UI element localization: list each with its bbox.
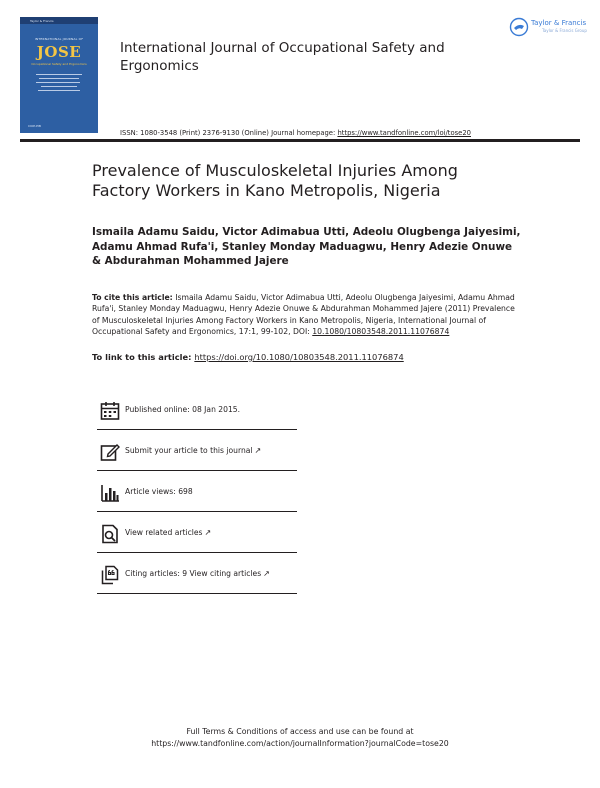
bar-chart-icon — [100, 483, 120, 503]
footer-terms-link[interactable]: https://www.tandfonline.com/action/journalInformation?journalCode=tose20 — [151, 739, 449, 748]
article-link-line — [92, 352, 532, 362]
article-views-text: Article views: 698 — [125, 487, 193, 496]
cover-text-line — [38, 90, 80, 91]
cover-journal-word: JOSE — [36, 43, 82, 61]
publisher-subname: Taylor & Francis Group — [542, 28, 587, 33]
citing-articles-text: Citing articles: 9 View citing articles — [125, 569, 262, 578]
cover-text-line — [39, 78, 79, 79]
citing-articles-row[interactable] — [97, 557, 297, 594]
cite-doi-link[interactable]: 10.1080/10803548.2011.11076874 — [312, 326, 450, 336]
submit-article-link[interactable] — [125, 446, 261, 455]
cover-publisher-text: Taylor & Francis — [30, 19, 54, 23]
cover-journal-name: INTERNATIONAL JOURNAL OF — [34, 37, 84, 41]
article-doi-link[interactable]: https://doi.org/10.1080/10803548.2011.11076874 — [194, 352, 404, 362]
publisher-logo-icon — [509, 17, 529, 37]
article-authors: Ismaila Adamu Saidu, Victor Adimabua Utti, Adeolu Olugbenga Jaiyesimi, Adamu Ahmad Rufa'i, Stanley Monday Maduagwu, Henry Adezie Onuwe & Abdurahman Mohammed Jajere — [92, 226, 521, 267]
calendar-icon — [100, 401, 120, 421]
footer-terms — [100, 726, 500, 750]
published-online-row — [97, 393, 297, 430]
link-label: To link to this article: — [92, 352, 195, 362]
external-link-icon: ↗ — [254, 446, 262, 455]
submit-article-row[interactable] — [97, 434, 297, 471]
cite-label: To cite this article: — [92, 293, 173, 302]
publisher-name: Taylor & Francis — [531, 19, 587, 27]
citation-block — [92, 292, 524, 337]
citation-icon — [100, 565, 120, 585]
header-divider — [20, 139, 580, 142]
cover-text-line — [36, 82, 80, 83]
journal-homepage-link[interactable]: https://www.tandfonline.com/loi/tose20 — [337, 129, 471, 137]
article-title: Prevalence of Musculoskeletal Injuries Among Factory Workers in Kano Metropolis, Nigeria — [92, 161, 458, 200]
pencil-edit-icon — [100, 442, 120, 462]
document-search-icon — [100, 524, 120, 544]
related-articles-link[interactable] — [125, 528, 211, 537]
cover-text-line — [36, 74, 82, 75]
cover-subtitle: Occupational Safety and Ergonomics — [31, 62, 87, 66]
related-articles-row[interactable] — [97, 516, 297, 553]
issn-line — [120, 129, 590, 137]
citing-articles-link[interactable] — [125, 569, 270, 578]
cover-footer-text: CIOP-PIB — [28, 124, 41, 128]
cite-text: Ismaila Adamu Saidu, Victor Adimabua Utti, Adeolu Olugbenga Jaiyesimi, Adamu Ahmad Rufa'i, Stanley Monday Maduagwu, Henry Adezie Onuwe & Abdurahman Mohammed Jajere (2011) Prevalence of Musculoskeletal Injuries Among Factory Workers in Kano Metropolis, Nigeria, International Journal of Occupational Safety and Ergonomics, 17:1, 99-102, DOI: — [92, 293, 515, 336]
journal-cover-image — [20, 17, 98, 133]
external-link-icon: ↗ — [204, 528, 212, 537]
footer-terms-text: Full Terms & Conditions of access and use can be found at — [186, 727, 414, 736]
published-online-text: Published online: 08 Jan 2015. — [125, 405, 241, 414]
publisher-logo[interactable] — [509, 17, 587, 37]
related-articles-text: View related articles — [125, 528, 203, 537]
cover-text-line — [41, 86, 77, 87]
journal-title: International Journal of Occupational Safety and Ergonomics — [120, 40, 445, 74]
article-views-row — [97, 475, 297, 512]
submit-article-text: Submit your article to this journal — [125, 446, 253, 455]
external-link-icon: ↗ — [263, 569, 270, 578]
issn-text: ISSN: 1080-3548 (Print) 2376-9130 (Online) Journal homepage: — [120, 129, 338, 137]
